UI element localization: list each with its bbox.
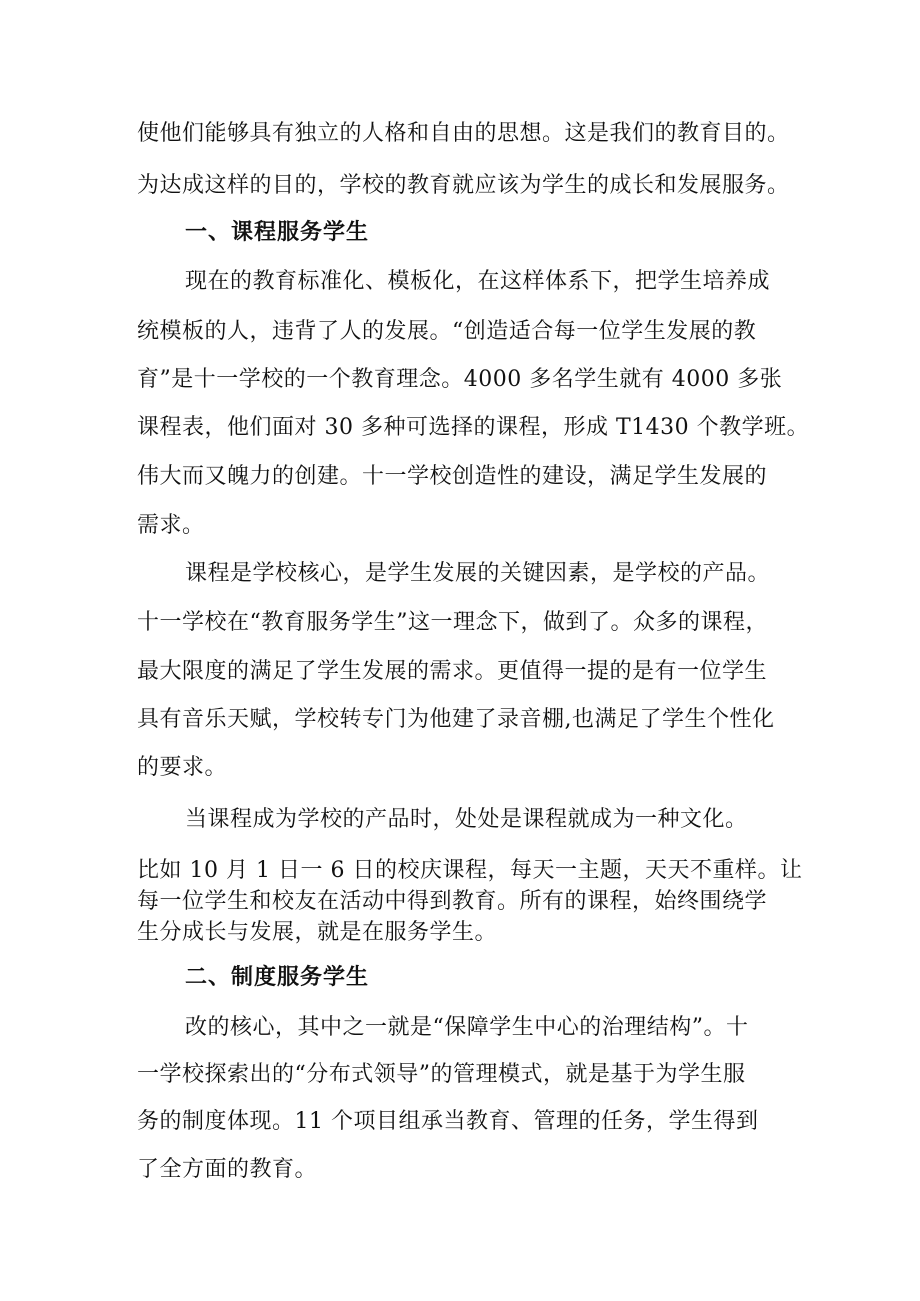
- body-line: 使他们能够具有独立的人格和自由的思想。这是我们的教育目的。: [137, 121, 790, 146]
- body-line: 生分成长与发展，就是在服务学生。: [137, 920, 498, 945]
- body-line: 育”是十一学校的一个教育理念。4000 多名学生就有 4000 多张: [137, 367, 783, 392]
- body-line: 的要求。: [137, 755, 228, 780]
- body-line: 一学校探索出的“分布式领导”的管理模式，就是基于为学生服: [137, 1062, 746, 1087]
- body-line: 具有音乐天赋，学校转专门为他建了录音棚,也满足了学生个性化: [137, 707, 775, 732]
- body-line: 比如 10 月 1 日一 6 日的校庆课程，每天一主题，天天不重样。让: [137, 858, 803, 883]
- body-line: 课程表，他们面对 30 多种可选择的课程，形成 T1430 个教学班。: [137, 415, 810, 440]
- body-line: 当课程成为学校的产品时，处处是课程就成为一种文化。: [185, 807, 748, 832]
- body-line: 了全方面的教育。: [137, 1157, 318, 1182]
- section-heading-curriculum: 一、课程服务学生: [185, 220, 370, 245]
- section-heading-system: 二、制度服务学生: [185, 965, 370, 990]
- body-line: 需求。: [137, 513, 205, 538]
- body-line: 统模板的人，违背了人的发展。“创造适合每一位学生发展的教: [137, 319, 757, 344]
- body-line: 现在的教育标准化、模板化，在这样体系下，把学生培养成: [185, 269, 771, 294]
- body-line: 每一位学生和校友在活动中得到教育。所有的课程，始终围绕学: [137, 889, 768, 914]
- body-line: 课程是学校核心，是学生发展的关键因素，是学校的产品。: [185, 561, 771, 586]
- body-line: 务的制度体现。11 个项目组承当教育、管理的任务，学生得到: [137, 1109, 759, 1134]
- body-line: 伟大而又魄力的创建。十一学校创造性的建设，满足学生发展的: [137, 464, 768, 489]
- body-line: 十一学校在“教育服务学生”这一理念下，做到了。众多的课程，: [137, 610, 768, 635]
- body-line: 改的核心，其中之一就是“保障学生中心的治理结构”。十: [185, 1015, 749, 1040]
- body-line: 最大限度的满足了学生发展的需求。更值得一提的是有一位学生: [137, 659, 768, 684]
- body-line: 为达成这样的目的，学校的教育就应该为学生的成长和发展服务。: [137, 173, 790, 198]
